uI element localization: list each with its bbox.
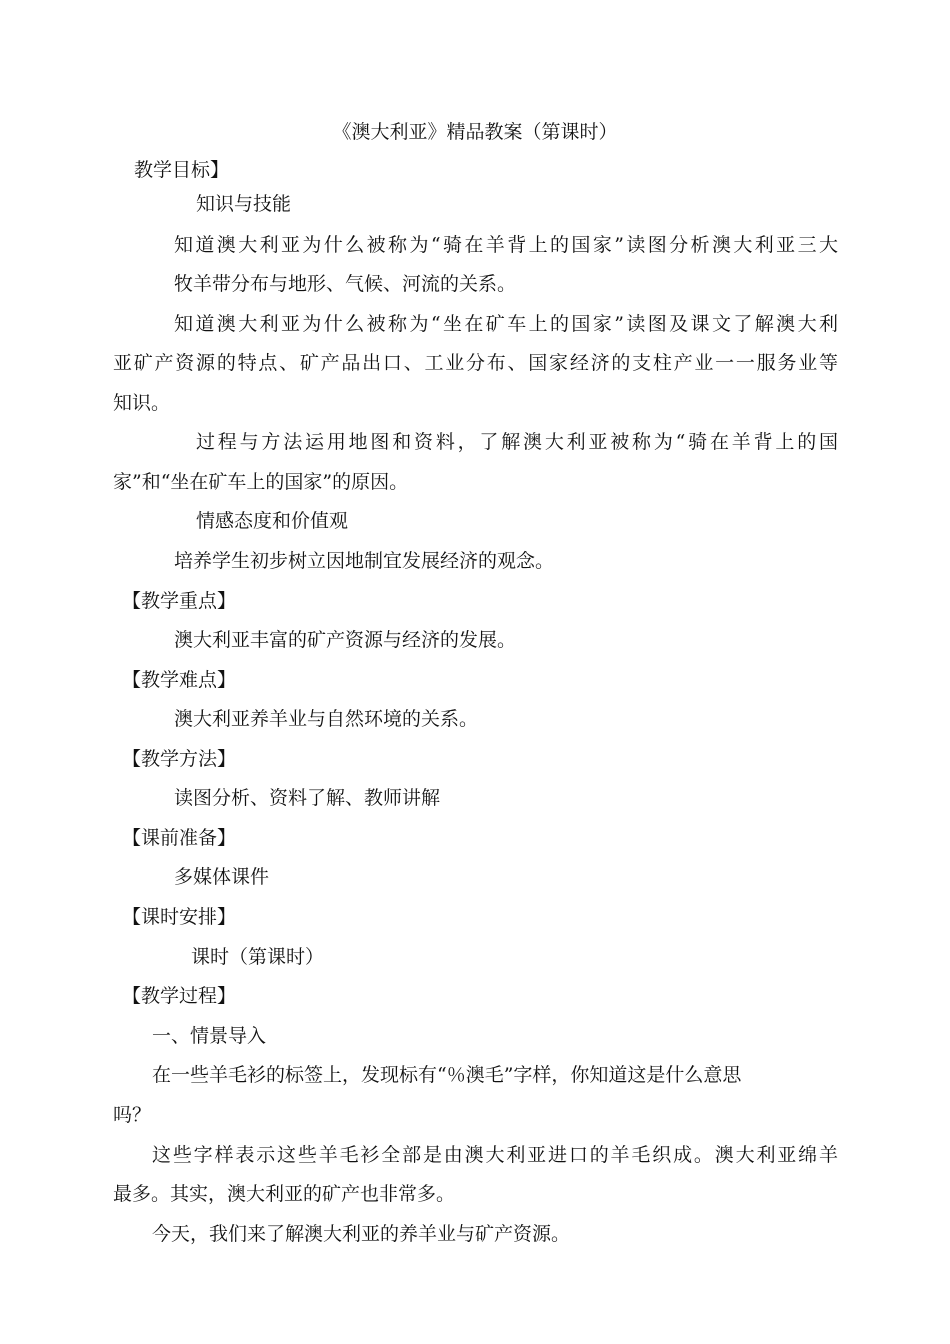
schedule-heading: 【课时安排】 — [122, 906, 237, 928]
document-title: 《澳大利亚》精品教案（第课时） — [332, 121, 618, 143]
intro-p1-line2: 吗？ — [113, 1104, 152, 1126]
method-heading: 【教学方法】 — [122, 748, 237, 770]
key-heading: 【教学重点】 — [122, 590, 237, 612]
knowledge-p2-line2: 亚矿产资源的特点、矿产品出口、工业分布、国家经济的支柱产业一一服务业等 — [113, 352, 838, 374]
emotion-heading: 情感态度和价值观 — [196, 510, 349, 532]
knowledge-p2-line3: 知识。 — [113, 392, 171, 414]
knowledge-p1-line2: 牧羊带分布与地形、气候、河流的关系。 — [174, 273, 517, 295]
intro-p2-line2: 最多。其实，澳大利亚的矿产也非常多。 — [113, 1183, 456, 1205]
prep-heading: 【课前准备】 — [122, 827, 237, 849]
difficulty-text: 澳大利亚养羊业与自然环境的关系。 — [174, 708, 479, 730]
objectives-heading: 教学目标】 — [134, 159, 230, 181]
emotion-text: 培养学生初步树立因地制宜发展经济的观念。 — [174, 550, 555, 572]
method-text: 读图分析、资料了解、教师讲解 — [174, 787, 441, 809]
knowledge-heading: 知识与技能 — [196, 193, 292, 215]
knowledge-p2-line1: 知道澳大利亚为什么被称为“坐在矿车上的国家”读图及课文了解澳大利 — [174, 313, 838, 335]
intro-p2-line1: 这些字样表示这些羊毛衫全部是由澳大利亚进口的羊毛织成。澳大利亚绵羊 — [152, 1144, 838, 1166]
procedure-heading: 【教学过程】 — [122, 985, 237, 1007]
difficulty-heading: 【教学难点】 — [122, 669, 237, 691]
prep-text: 多媒体课件 — [174, 866, 270, 888]
process-line1: 过程与方法运用地图和资料，了解澳大利亚被称为“骑在羊背上的国 — [196, 431, 838, 453]
schedule-text: 课时（第课时） — [191, 946, 325, 968]
intro-p1-line1: 在一些羊毛衫的标签上，发现标有“％澳毛”字样，你知道这是什么意思 — [152, 1064, 742, 1086]
process-line2: 家”和“坐在矿车上的国家”的原因。 — [113, 471, 409, 493]
key-text: 澳大利亚丰富的矿产资源与经济的发展。 — [174, 629, 517, 651]
knowledge-p1-line1: 知道澳大利亚为什么被称为“骑在羊背上的国家”读图分析澳大利亚三大 — [174, 234, 838, 256]
intro-heading: 一、情景导入 — [152, 1025, 267, 1047]
intro-p3: 今天，我们来了解澳大利亚的养羊业与矿产资源。 — [152, 1223, 571, 1245]
